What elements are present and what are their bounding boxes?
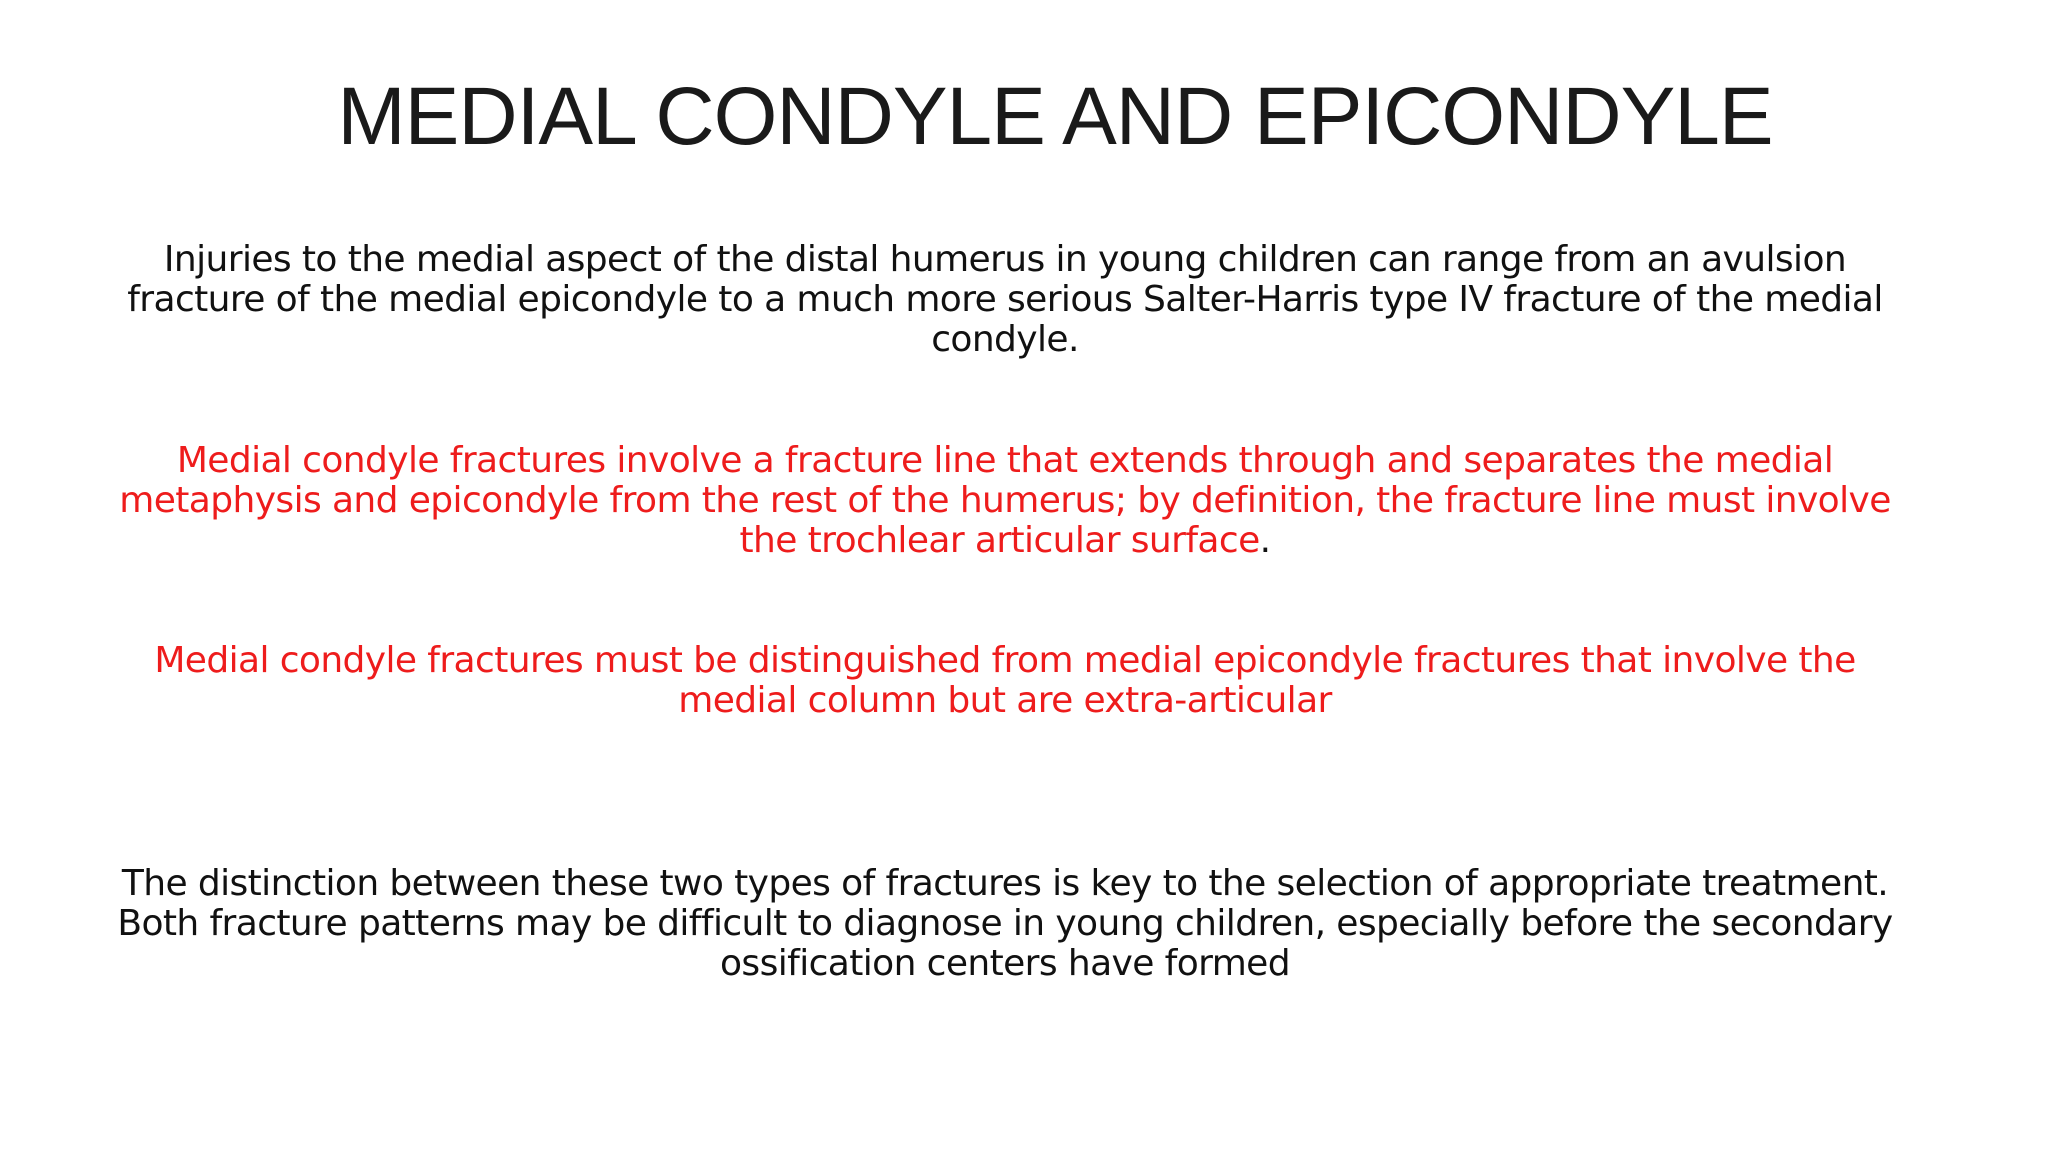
paragraph-distinguish-epicondyle: Medial condyle fractures must be distinguished from medial epicondyle fractures that involve the medial column but are extra-articular [154,640,1856,721]
paragraph-diagnosis-note: The distinction between these two types of fractures is key to the selection of appropriate treatment. Both fracture patterns may be difficult to diagnose in young children, especially before the secondary ossification centers have formed [117,863,1893,984]
paragraph-medial-condyle-definition-text: Medial condyle fractures involve a fracture line that extends through and separates the medial metaphysis and epicondyle from the rest of the humerus; by definition, the fracture line must involve the trochlear articular surface [119,440,1891,561]
slide-title: MEDIAL CONDYLE AND EPICONDYLE [337,71,1773,162]
paragraph-medial-condyle-definition [90,441,1920,561]
paragraph-injuries-overview: Injuries to the medial aspect of the distal humerus in young children can range from an avulsion fracture of the medial epicondyle to a much more serious Salter-Harris type IV fracture of the medial condyle. [127,239,1883,360]
paragraph-trailing-period: . [1259,520,1271,561]
